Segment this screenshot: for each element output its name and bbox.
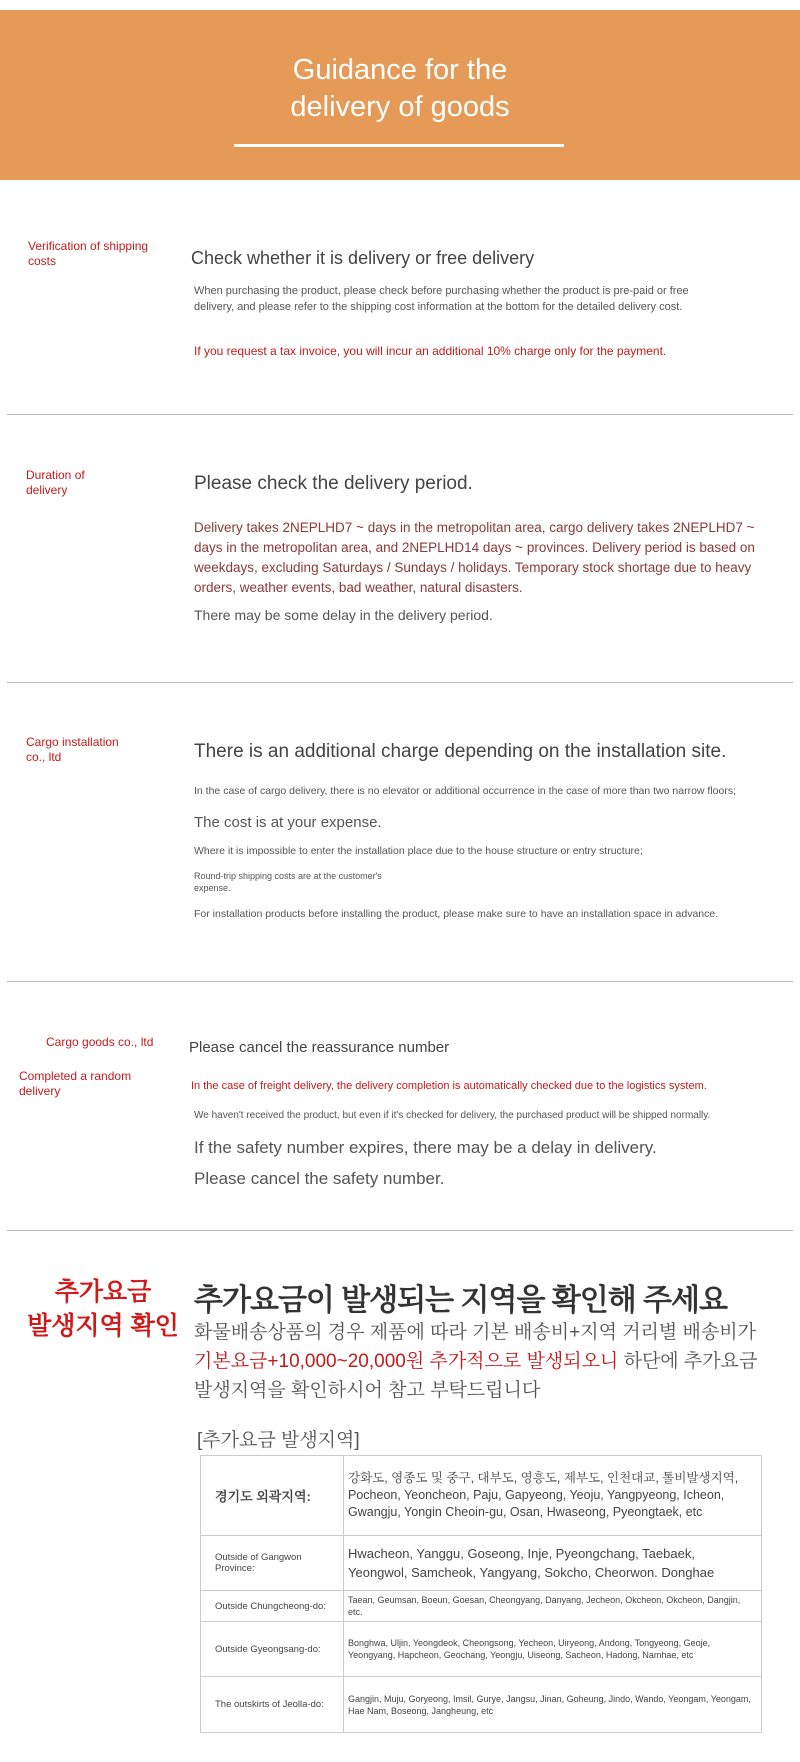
extra-text-2-rest: 하단에 추가요금 — [618, 1351, 758, 1372]
installation-line4: Round-trip shipping costs are at the customer's expense. — [194, 871, 382, 893]
installation-line3: Where it is impossible to enter the installation place due to the house structure or entry structure; — [194, 845, 643, 857]
table-caption: [추가요금 발생지역] — [197, 1430, 360, 1451]
table-row — [201, 1536, 762, 1591]
banner-title — [0, 52, 800, 126]
extra-description — [194, 1318, 784, 1405]
goods-line1: We haven't received the product, but even if it's checked for delivery, the purchased product will be shipped normally. — [194, 1110, 711, 1121]
banner-title-line1: Guidance for the — [292, 54, 508, 86]
divider-4 — [7, 1230, 793, 1231]
header-banner — [0, 10, 800, 180]
region-name: Outside Chungcheong-do: — [201, 1591, 344, 1622]
divider-1 — [7, 414, 793, 415]
duration-note: There may be some delay in the delivery period. — [194, 607, 493, 623]
extra-text-1: 화물배송상품의 경우 제품에 따라 기본 배송비+지역 거리별 배송비가 — [194, 1322, 756, 1343]
region-areas: Taean, Geumsan, Boeun, Goesan, Cheongyang, Danyang, Jecheon, Okcheon, Okcheon, Dangjin, etc. — [344, 1591, 762, 1622]
banner-underline — [234, 144, 564, 147]
region-name: 경기도 외곽지역: — [201, 1456, 344, 1536]
goods-label-2: Completed a random delivery — [19, 1069, 132, 1098]
region-areas: Bonghwa, Uljin, Yeongdeok, Cheongsong, Yecheon, Uiryeong, Andong, Tongyeong, Geoje, Yeongyang, Hapcheon, Geochang, Yeongju, Uiseong, Sacheon, Hadong, Namhae, etc — [344, 1622, 762, 1677]
installation-heading: There is an additional charge depending on the installation site. — [194, 741, 727, 762]
region-name: Outside of Gangwon Province: — [201, 1536, 344, 1591]
shipping-note: If you request a tax invoice, you will incur an additional 10% charge only for the payment. — [194, 344, 667, 358]
region-table — [200, 1455, 762, 1733]
extra-text-2 — [194, 1347, 784, 1376]
shipping-heading: Check whether it is delivery or free delivery — [191, 248, 535, 268]
extra-side-label-2: 발생지역 확인 — [27, 1312, 179, 1340]
extra-side-label — [18, 1275, 188, 1343]
goods-heading: Please cancel the reassurance number — [189, 1039, 450, 1056]
goods-line2: If the safety number expires, there may be a delay in delivery. — [194, 1138, 657, 1157]
installation-line2: The cost is at your expense. — [194, 814, 382, 831]
region-areas: Gangjin, Muju, Goryeong, Imsil, Gurye, Jangsu, Jinan, Goheung, Jindo, Wando, Yeongam, Yeongam, Hae Nam, Boseong, Jangheung, etc — [344, 1677, 762, 1733]
banner-title-line2: delivery of goods — [290, 91, 510, 123]
duration-body: Delivery takes 2NEPLHD7 ~ days in the metropolitan area, cargo delivery takes 2NEPLHD7 ~ days in the metropolitan area, and 2NEPLHD14 days ~ provinces. Delivery period is based on weekdays, excluding Saturdays / Sundays / holidays. Temporary stock shortage due to heavy orders, weather events, bad weather, natural disasters. — [194, 520, 755, 595]
shipping-label: Verification of shipping costs — [28, 239, 149, 268]
region-areas: Hwacheon, Yanggu, Goseong, Inje, Pyeongchang, Taebaek, Yeongwol, Samcheok, Yangyang, Sokcho, Cheorwon. Donghae — [344, 1536, 762, 1591]
extra-text-3: 발생지역을 확인하시어 참고 부탁드립니다 — [194, 1380, 541, 1401]
installation-line1: In the case of cargo delivery, there is no elevator or additional occurrence in the case of more than two narrow floors; — [194, 785, 737, 797]
duration-heading: Please check the delivery period. — [194, 473, 473, 494]
table-row — [201, 1622, 762, 1677]
region-areas: 강화도, 영종도 및 중구, 대부도, 영흥도, 제부도, 인천대교, 톨비발생지역, Pocheon, Yeoncheon, Paju, Gapyeong, Yeoju, Yangpyeong, Icheon, Gwangju, Yongin Cheoin-gu, Osan, Hwaseong, Pyeongtaek, etc — [344, 1456, 762, 1536]
duration-label: Duration of delivery — [26, 468, 85, 497]
extra-side-label-1: 추가요금 — [54, 1278, 152, 1306]
table-row — [201, 1456, 762, 1536]
installation-line5: For installation products before installing the product, please make sure to have an installation space in advance. — [194, 908, 719, 920]
goods-line3: Please cancel the safety number. — [194, 1169, 445, 1188]
extra-title: 추가요금이 발생되는 지역을 확인해 주세요 — [194, 1284, 727, 1317]
installation-label: Cargo installation co., ltd — [26, 735, 119, 764]
table-row — [201, 1677, 762, 1733]
goods-note: In the case of freight delivery, the delivery completion is automatically checked due to the logistics system. — [191, 1080, 707, 1092]
divider-3 — [7, 981, 793, 982]
goods-label-1: Cargo goods co., ltd — [46, 1035, 154, 1049]
table-row — [201, 1591, 762, 1622]
extra-text-2-highlight: 기본요금+10,000~20,000원 추가적으로 발생되오니 — [194, 1351, 619, 1372]
region-name: The outskirts of Jeolla-do: — [201, 1677, 344, 1733]
divider-2 — [7, 682, 793, 683]
region-name: Outside Gyeongsang-do: — [201, 1622, 344, 1677]
shipping-body: When purchasing the product, please check before purchasing whether the product is pre-paid or free delivery, and please refer to the shipping cost information at the bottom for the detailed delivery cost. — [194, 285, 689, 313]
